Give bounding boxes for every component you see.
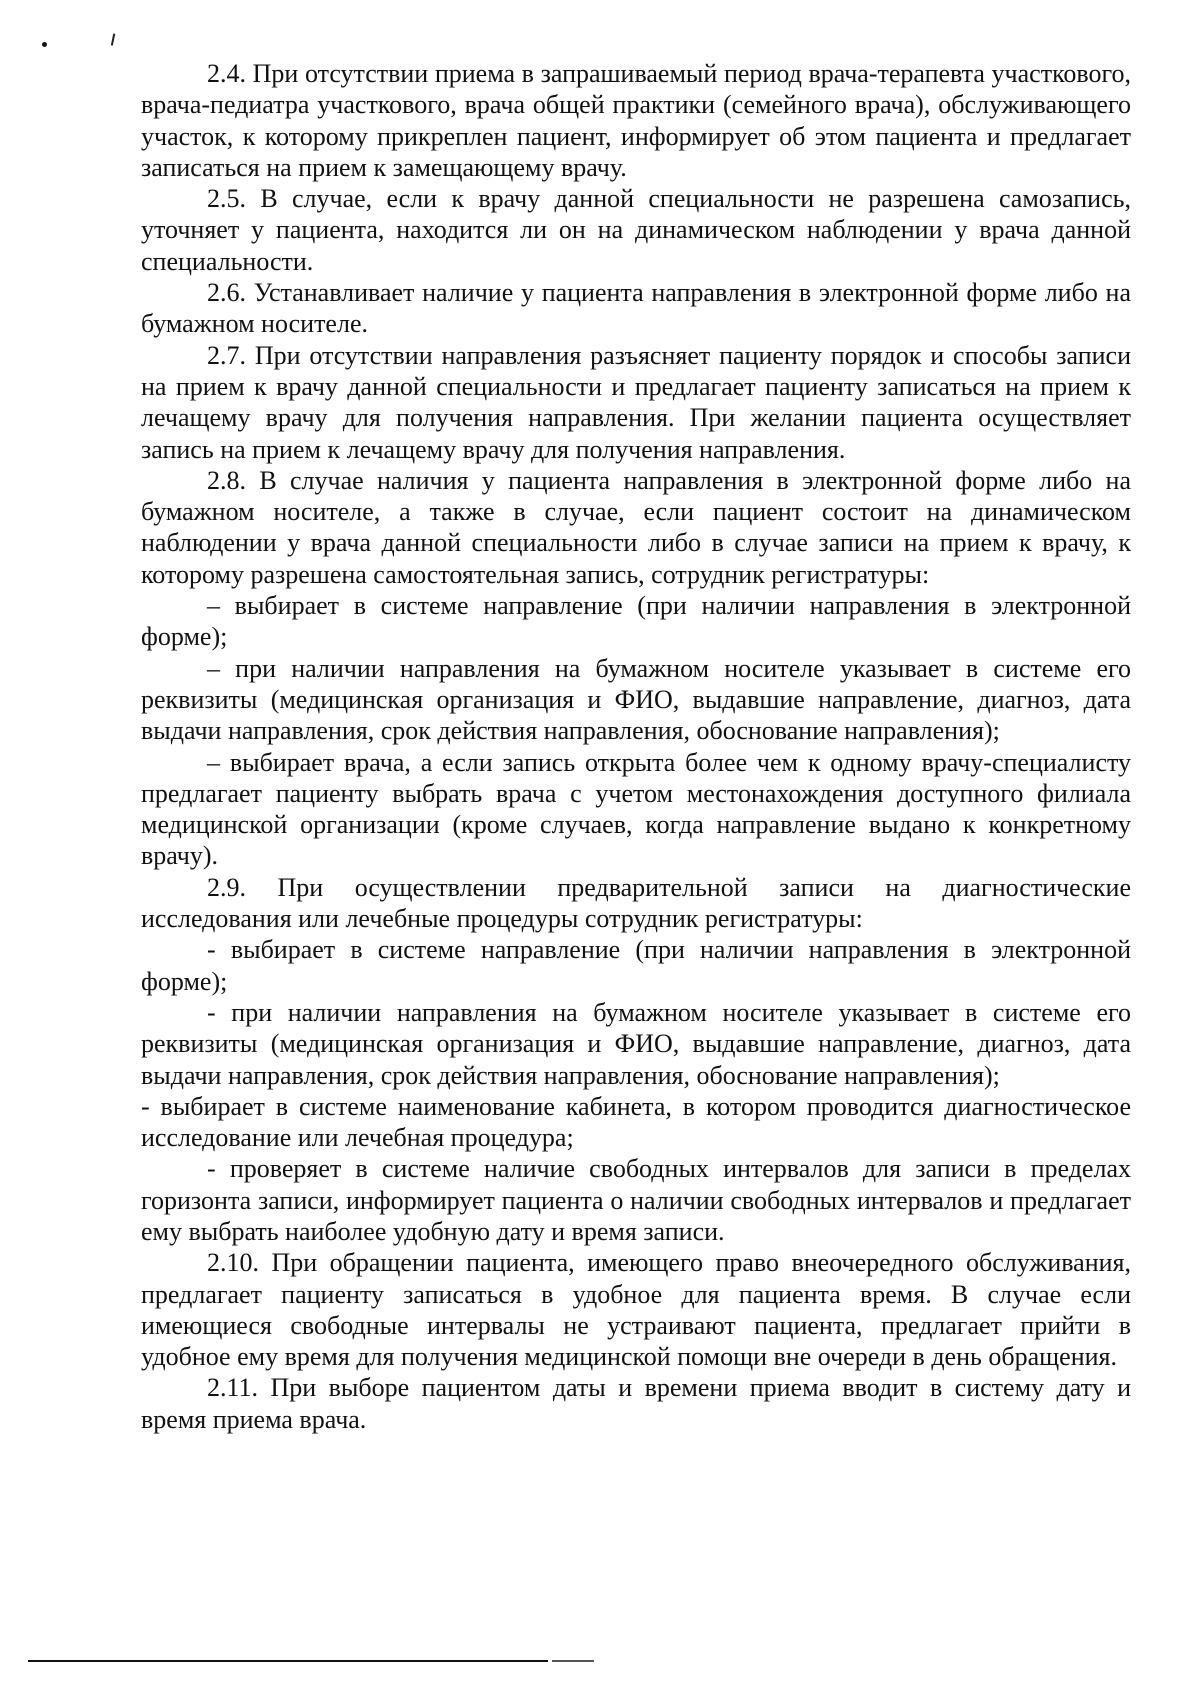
scan-mark-dot xyxy=(42,42,47,47)
list-item-2-8-b: – при наличии направления на бумажном носителе указывает в системе его реквизиты (медицинская организация и ФИО, выдавшие направление, диагноз, дата выдачи направления, срок действия направления, обоснование направления); xyxy=(141,653,1131,746)
list-item-2-9-b: - при наличии направления на бумажном носителе указывает в системе его реквизиты (медицинская организация и ФИО, выдавшие направление, диагноз, дата выдачи направления, срок действия направления, обоснование направления); xyxy=(141,997,1131,1090)
paragraph-2-9: 2.9. При осуществлении предварительной записи на диагностические исследования или лечебные процедуры сотрудник регистратуры: xyxy=(141,872,1131,934)
footer-rule-short xyxy=(552,1660,594,1662)
list-item-2-9-a: - выбирает в системе направление (при наличии направления в электронной форме); xyxy=(141,935,1131,996)
list-item-2-8-c: – выбирает врача, а если запись открыта более чем к одному врачу-специалисту предлагает пациенту выбрать врача с учетом местонахождения доступного филиала медицинской организации (кроме случаев, когда направление выдано к конкретному врачу). xyxy=(141,747,1131,871)
paragraph-2-11: 2.11. При выборе пациентом даты и времени приема вводит в систему дату и время приема врача. xyxy=(141,1373,1131,1434)
document-body xyxy=(141,58,1131,1435)
list-item-2-9-c: - выбирает в системе наименование кабинета, в котором проводится диагностическое исследование или лечебная процедура; xyxy=(141,1091,1131,1153)
scan-mark-tick xyxy=(111,34,119,47)
paragraph-2-8: 2.8. В случае наличия у пациента направления в электронной форме либо на бумажном носителе, а также в случае, если пациент состоит на динамическом наблюдении у врача данной специальности либо в случае записи на прием к врачу, к которому разрешена самостоятельная запись, сотрудник регистратуры: xyxy=(141,465,1131,589)
paragraph-2-5: 2.5. В случае, если к врачу данной специальности не разрешена самозапись, уточняет у пациента, находится ли он на динамическом наблюдении у врача данной специальности. xyxy=(141,184,1131,276)
paragraph-2-10: 2.10. При обращении пациента, имеющего право внеочередного обслуживания, предлагает пациенту записаться в удобное для пациента время. В случае если имеющиеся свободные интервалы не устраивают пациента, предлагает прийти в удобное ему время для получения медицинской помощи вне очереди в день обращения. xyxy=(141,1248,1131,1372)
list-item-2-8-a: – выбирает в системе направление (при наличии направления в электронной форме); xyxy=(141,591,1131,652)
list-item-2-9-d: - проверяет в системе наличие свободных интервалов для записи в пределах горизонта записи, информирует пациента о наличии свободных интервалов и предлагает ему выбрать наиболее удобную дату и время записи. xyxy=(141,1154,1131,1246)
paragraph-2-4: 2.4. При отсутствии приема в запрашиваемый период врача-терапевта участкового, врача-педиатра участкового, врача общей практики (семейного врача), обслуживающего участок, к которому прикреплен пациент, информирует об этом пациента и предлагает записаться на прием к замещающему врачу. xyxy=(141,59,1131,182)
footer-rule xyxy=(28,1660,548,1662)
paragraph-2-7: 2.7. При отсутствии направления разъясняет пациенту порядок и способы записи на прием к врачу данной специальности и предлагает пациенту записаться на прием к лечащему врачу для получения направления. При желании пациента осуществляет запись на прием к лечащему врачу для получения направления. xyxy=(141,340,1131,464)
paragraph-2-6: 2.6. Устанавливает наличие у пациента направления в электронной форме либо на бумажном носителе. xyxy=(141,278,1131,339)
